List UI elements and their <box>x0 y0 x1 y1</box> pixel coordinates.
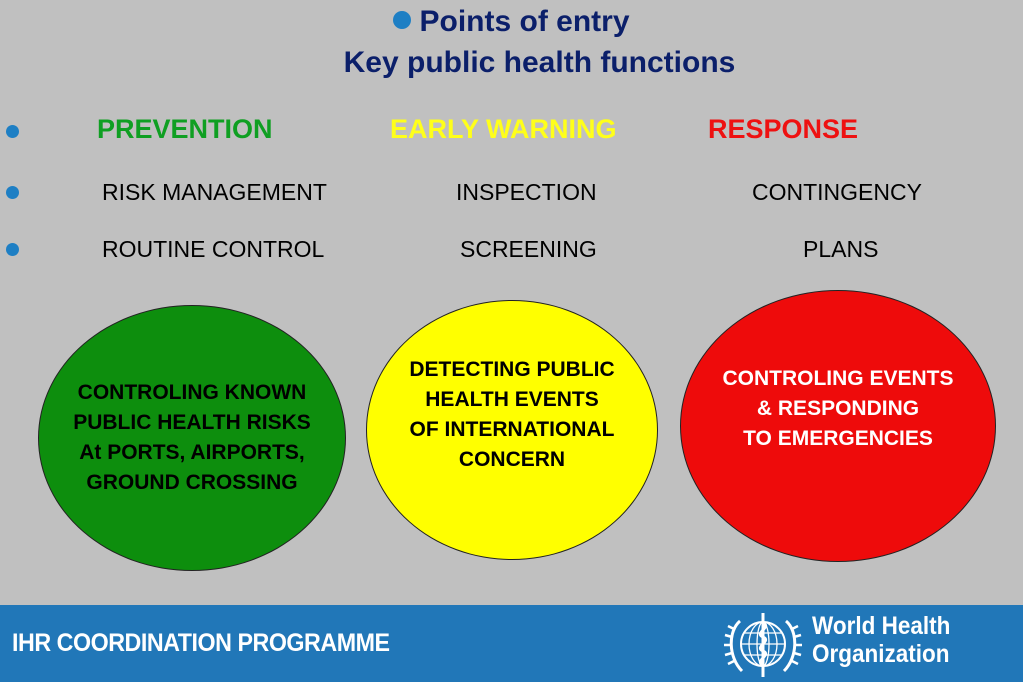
title-line-2: Key public health functions <box>343 46 736 79</box>
circle-early-warning-text: DETECTING PUBLIC HEALTH EVENTS OF INTERNATIONAL CONCERN <box>409 358 615 471</box>
row-3-bullet-icon <box>6 243 19 256</box>
label-screening: SCREENING <box>460 236 597 262</box>
label-inspection: INSPECTION <box>456 179 597 205</box>
circle-response-text: CONTROLING EVENTS & RESPONDING TO EMERGENCIES <box>722 367 954 450</box>
label-risk-management: RISK MANAGEMENT <box>102 179 327 205</box>
heading-response: RESPONSE <box>708 114 859 144</box>
title-bullet-icon <box>393 11 411 29</box>
label-routine-control: ROUTINE CONTROL <box>102 236 325 262</box>
who-logotype-line-1: World Health <box>812 612 951 640</box>
circle-response <box>680 290 996 562</box>
circle-prevention-text: CONTROLING KNOWN PUBLIC HEALTH RISKS At PORTS, AIRPORTS, GROUND CROSSING <box>73 381 311 494</box>
who-logotype-line-2: Organization <box>812 640 950 668</box>
who-emblem-icon <box>720 607 806 681</box>
label-plans: PLANS <box>803 236 879 262</box>
footer-bar <box>0 605 1023 682</box>
circle-early-warning <box>366 300 658 560</box>
circle-prevention <box>38 305 346 571</box>
heading-prevention: PREVENTION <box>97 114 273 144</box>
heading-early-warning: EARLY WARNING <box>390 114 617 144</box>
title-line-1-text: Points of entry <box>419 5 630 38</box>
row-2-bullet-icon <box>6 186 19 199</box>
title-line-1 <box>0 2 1023 42</box>
footer-programme: IHR COORDINATION PROGRAMME <box>12 629 390 657</box>
label-contingency: CONTINGENCY <box>752 179 922 205</box>
who-logotype <box>812 612 950 668</box>
row-1-bullet-icon <box>6 125 19 138</box>
